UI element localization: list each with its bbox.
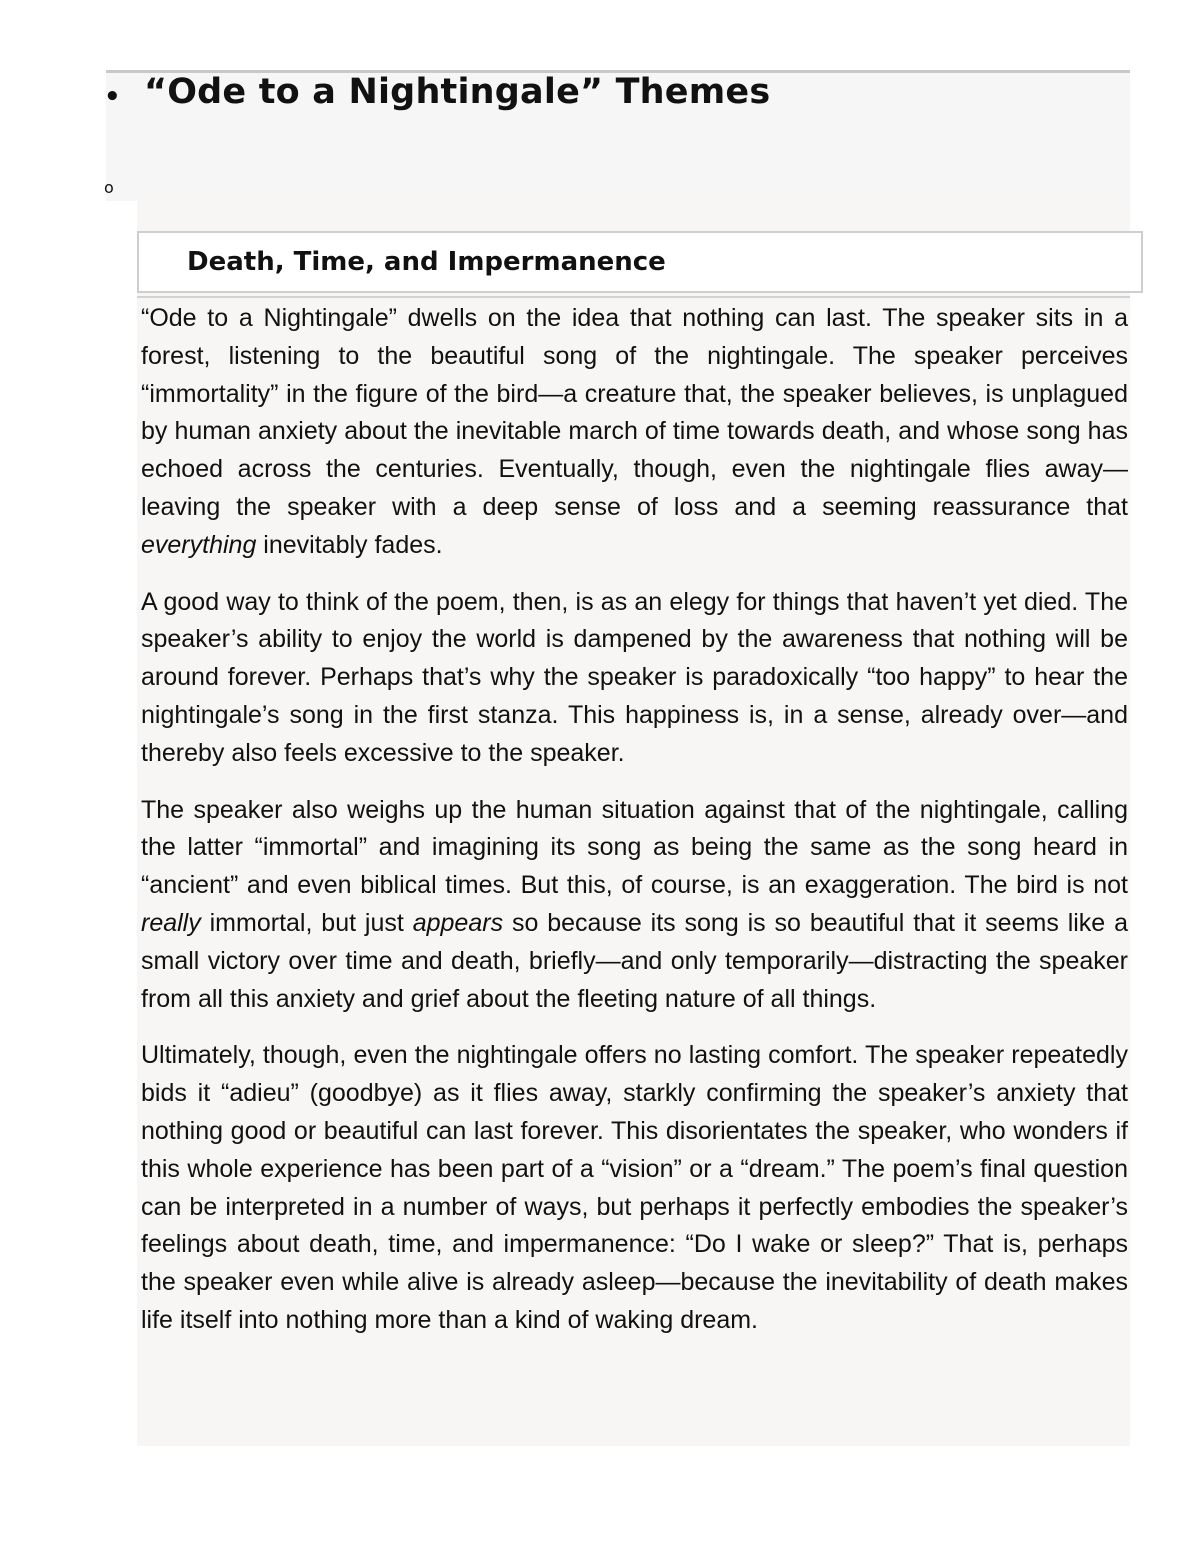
paragraph-3-text-mid: immortal, but just — [200, 908, 413, 937]
paragraph-2-text: A good way to think of the poem, then, is as an elegy for things that haven’t yet died. The speaker’s ability to enjoy the world is dampened by the awareness that nothing will be around forever. Perhaps that’s why the speaker is paradoxically “too happy” to hear the nightingale’s song in the first stanza. This happiness is, in a sense, already over—and thereby also feels excessive to the speaker. — [141, 587, 1128, 767]
paragraph-1 — [141, 300, 1128, 565]
bullet-disc: • — [104, 82, 121, 112]
paragraph-1-emphasis: everything — [141, 530, 257, 559]
paragraph-1-text-end: inevitably fades. — [256, 530, 443, 559]
body-text — [141, 300, 1128, 1359]
paragraph-3-emphasis-appears: appears — [412, 908, 504, 937]
section-heading-box — [137, 231, 1143, 293]
paragraph-1-text: “Ode to a Nightingale” dwells on the idea that nothing can last. The speaker sits in a forest, listening to the beautiful song of the nightingale. The speaker perceives “immortality” in the figure of the bird—a creature that, the speaker believes, is unplagued by human anxiety about the inevitable march of time towards death, and whose song has echoed across the centuries. Eventually, though, even the nightingale flies away—leaving the speaker with a deep sense of loss and a seeming reassurance that — [141, 304, 1128, 521]
section-heading: Death, Time, and Impermanence — [187, 247, 666, 277]
page-title: “Ode to a Nightingale” Themes — [144, 72, 771, 112]
bullet-circle: o — [104, 178, 114, 197]
paragraph-4 — [141, 1037, 1128, 1339]
paragraph-3-text-end: so because its song is so beautiful that it seems like a small victory over time and death, briefly—and only temporarily—distracting the speaker from all this anxiety and grief about the fleeting nature of all things. — [141, 908, 1128, 1013]
paragraph-2 — [141, 584, 1128, 773]
paragraph-4-text: Ultimately, though, even the nightingale offers no lasting comfort. The speaker repeatedly bids it “adieu” (goodbye) as it flies away, starkly confirming the speaker’s anxiety that nothing good or beautiful can last forever. This disorientates the speaker, who wonders if this whole experience has been part of a “vision” or a “dream.” The poem’s final question can be interpreted in a number of ways, but perhaps it perfectly embodies the speaker’s feelings about death, time, and impermanence: “Do I wake or sleep?” That is, perhaps the speaker even while alive is already asleep—because the inevitability of death makes life itself into nothing more than a kind of waking dream. — [141, 1041, 1128, 1334]
paragraph-3-emphasis-really: really — [141, 908, 201, 937]
section-divider — [137, 296, 1130, 298]
paragraph-3 — [141, 792, 1128, 1019]
paragraph-3-text: The speaker also weighs up the human situation against that of the nightingale, calling the latter “immortal” and imagining its song as being the same as the song heard in “ancient” and even biblical times. But this, of course, is an exaggeration. The bird is not — [141, 795, 1128, 900]
